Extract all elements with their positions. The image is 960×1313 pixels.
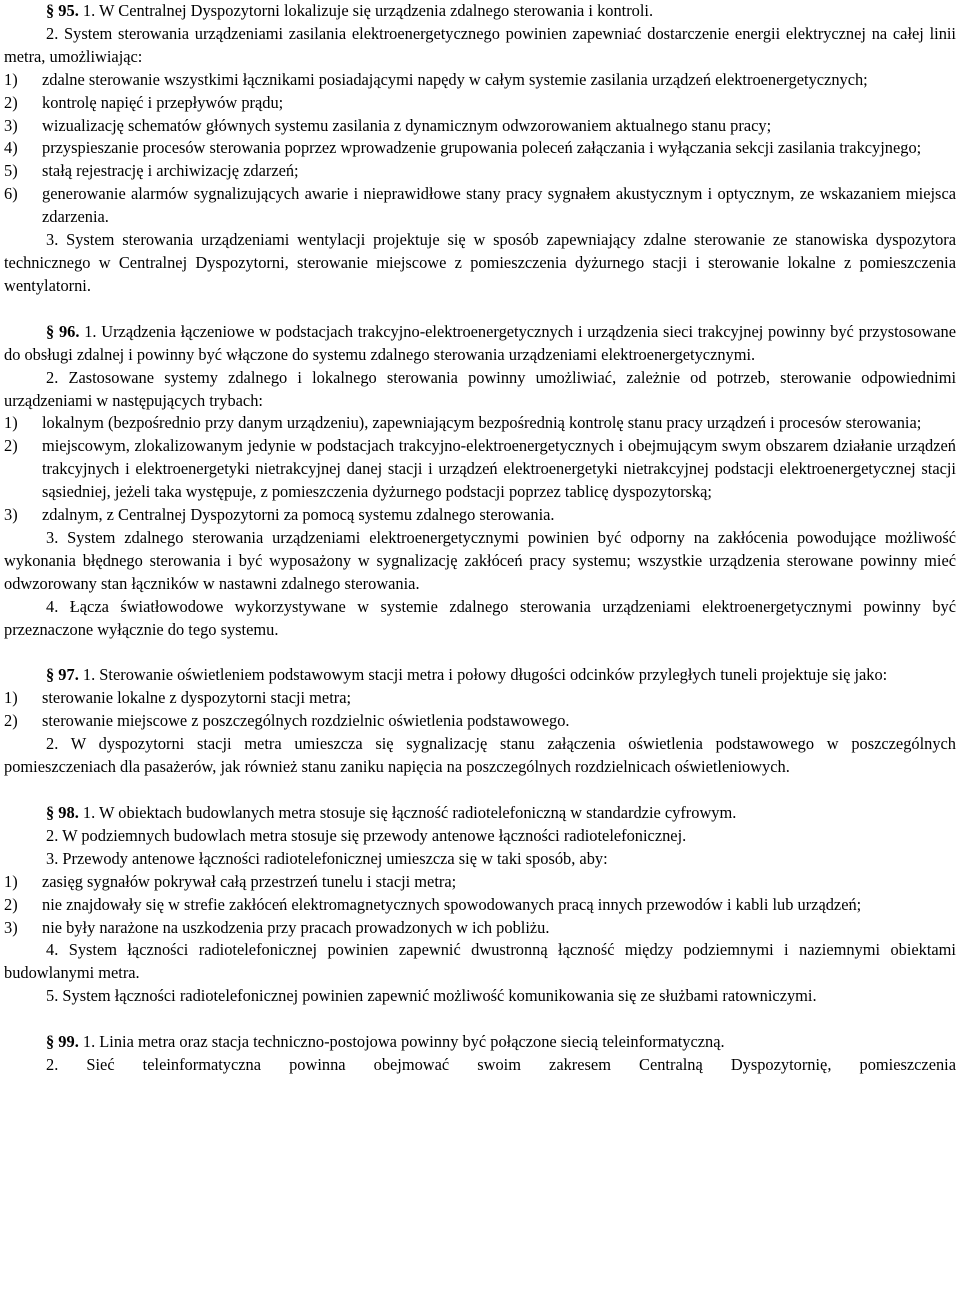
paragraph-98-3: 3. Przewody antenowe łączności radiotelefonicznej umieszcza się w taki sposób, aby: [46, 848, 608, 868]
list-item-97-1: 1) sterowanie lokalne z dyspozytorni stacji metra; [4, 688, 352, 708]
paragraph-99-2: 2. Sieć teleinformatyczna powinna obejmować swoim zakresem Centralną Dyspozytornię, pomieszczenia [46, 1055, 956, 1075]
paragraph-95-2: 2. System sterowania urządzeniami zasilania elektroenergetycznego powinien zapewniać dostarczenie energii elektrycznej na całej linii metra, umożliwiając: [4, 23, 956, 66]
paragraph-96-2: 2. Zastosowane systemy zdalnego i lokalnego sterowania powinny umożliwiać, zależnie od potrzeb, sterowanie odpowiednimi urządzeniami w następujących trybach: [4, 367, 956, 410]
paragraph-96-4: 4. Łącza światłowodowe wykorzystywane w systemie zdalnego sterowania urządzeniami elektroenergetycznymi powinny być przeznaczone wyłącznie do tego systemu. [4, 596, 956, 639]
section-gap [4, 298, 956, 321]
list-item-95-6: 6) generowanie alarmów sygnalizujących awarie i nieprawidłowe stany pracy sygnałem akustycznym i optycznym, ze wskazaniem miejsca zdarzenia. [4, 184, 956, 227]
paragraph-99-1: § 99. 1. Linia metra oraz stacja techniczno-postojowa powinny być połączone siecią teleinformatyczną. [46, 1032, 725, 1052]
paragraph-96-3: 3. System zdalnego sterowania urządzeniami elektroenergetycznymi powinien być odporny na zakłócenia powodujące możliwość wykonania błędnego sterowania i być wyposażony w sygnalizację zakłóceń pracy systemu; wszystkie urządzenia sterowane powinny mieć odwzorowany stan łączników w nastawni zdalnego sterowania. [4, 527, 956, 593]
paragraph-98-4: 4. System łączności radiotelefonicznej powinien zapewnić dwustronną łączność między podziemnymi i naziemnymi obiektami budowlanymi metra. [4, 940, 956, 983]
list-item-97-2: 2) sterowanie miejscowe z poszczególnych rozdzielnic oświetlenia podstawowego. [4, 711, 570, 731]
list-item-95-4: 4) przyspieszanie procesów sterowania poprzez wprowadzenie grupowania poleceń załączania i wyłączania sekcji zasilania trakcyjnego; [4, 138, 922, 158]
section-gap [4, 779, 956, 802]
paragraph-98-2: 2. W podziemnych budowlach metra stosuje się przewody antenowe łączności radiotelefonicznej. [46, 825, 687, 845]
list-item-95-1: 1) zdalne sterowanie wszystkimi łącznikami posiadającymi napędy w całym systemie zasilania urządzeń elektroenergetycznych; [4, 69, 868, 89]
paragraph-95-1: § 95. 1. W Centralnej Dyspozytorni lokalizuje się urządzenia zdalnego sterowania i kontroli. [46, 1, 654, 20]
paragraph-95-3: 3. System sterowania urządzeniami wentylacji projektuje się w sposób zapewniający zdalne sterowanie ze stanowiska dyspozytora technicznego w Centralnej Dyspozytorni, sterowanie miejscowe z pomieszczenia dyżurnego stacji i sterowanie lokalne z pomieszczenia wentylatorni. [4, 230, 956, 295]
list-item-95-3: 3) wizualizację schematów głównych systemu zasilania z dynamicznym odwzorowaniem aktualnego stanu pracy; [4, 115, 772, 135]
list-item-95-2: 2) kontrolę napięć i przepływów prądu; [4, 92, 284, 112]
section-gap [4, 641, 956, 664]
document-page [4, 0, 956, 1077]
list-item-95-5: 5) stałą rejestrację i archiwizację zdarzeń; [4, 161, 299, 181]
paragraph-96-1: § 96. 1. Urządzenia łączeniowe w podstacjach trakcyjno-elektroenergetycznych i urządzenia sieci trakcyjnej powinny być przystosowane do obsługi zdalnej i powinny być włączone do systemu zdalnego sterowania urządzeniami elektroenergetycznymi. [4, 321, 956, 364]
section-gap [4, 1008, 956, 1031]
paragraph-97-2: 2. W dyspozytorni stacji metra umieszcza się sygnalizację stanu załączenia oświetlenia podstawowego w poszczególnych pomieszczeniach dla pasażerów, jak również stanu zaniku napięcia na poszczególnych rozdzielnicach oświetleniowych. [4, 734, 956, 777]
paragraph-97-1: § 97. 1. Sterowanie oświetleniem podstawowym stacji metra i połowy długości odcinków przyległych tuneli projektuje się jako: [46, 665, 888, 685]
list-item-96-1: 1) lokalnym (bezpośrednio przy danym urządzeniu), zapewniającym bezpośrednią kontrolę stanu pracy urządzeń i procesów sterowania; [4, 413, 922, 433]
paragraph-98-1: § 98. 1. W obiektach budowlanych metra stosuje się łączność radiotelefoniczną w standardzie cyfrowym. [46, 803, 737, 822]
section-number-99: § 99. [46, 1032, 79, 1052]
list-item-98-1: 1) zasięg sygnałów pokrywał całą przestrzeń tunelu i stacji metra; [4, 871, 457, 891]
list-item-98-2: 2) nie znajdowały się w strefie zakłóceń elektromagnetycznych spowodowanych pracą innych przewodów i kabli lub urządzeń; [4, 894, 862, 914]
section-number-97: § 97. [46, 665, 79, 685]
list-item-96-3: 3) zdalnym, z Centralnej Dyspozytorni za pomocą systemu zdalnego sterowania. [4, 505, 555, 525]
section-number-96: § 96. [46, 321, 80, 341]
section-number-95: § 95. [46, 1, 79, 20]
section-number-98: § 98. [46, 803, 79, 822]
list-item-98-3: 3) nie były narażone na uszkodzenia przy pracach prowadzonych w ich pobliżu. [4, 917, 550, 937]
paragraph-98-5: 5. System łączności radiotelefonicznej powinien zapewnić możliwość komunikowania się ze służbami ratowniczymi. [46, 986, 817, 1006]
list-item-96-2: 2) miejscowym, zlokalizowanym jedynie w podstacjach trakcyjno-elektroenergetycznych i obejmującym swym obszarem działanie urządzeń trakcyjnych i elektroenergetyki nietrakcyjnej danej stacji i urządzeń elektroenergetyki nietrakcyjnej podstacji elektroenergetycznej stacji sąsiedniej, jeżeli taka występuje, z pomieszczenia dyżurnego podstacji poprzez tablicę dyspozytorską; [4, 436, 956, 502]
